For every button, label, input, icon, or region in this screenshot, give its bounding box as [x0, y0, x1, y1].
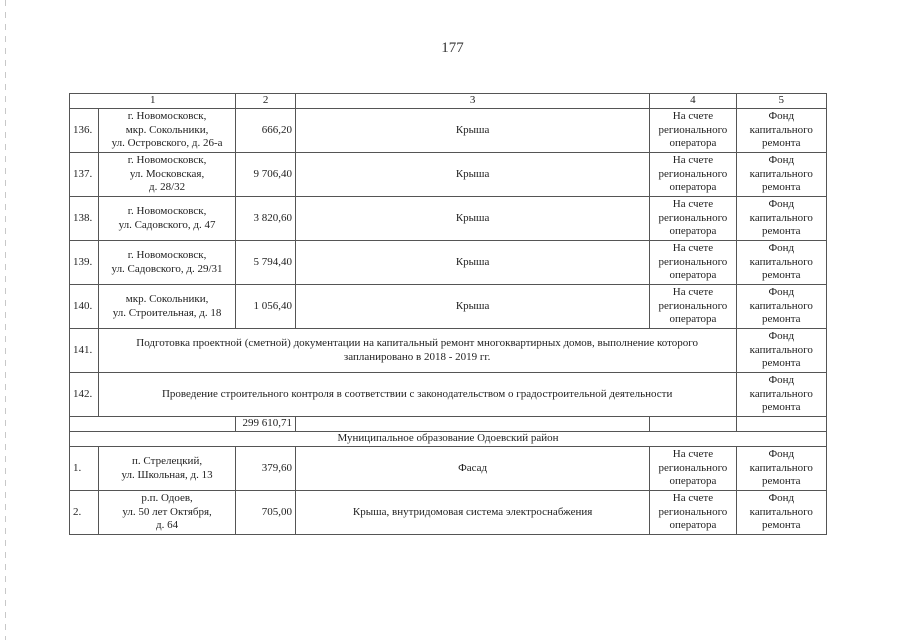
address-line: г. Новомосковск,: [127, 110, 207, 123]
address-line: г. Новомосковск,: [127, 205, 207, 217]
row-number: 142.: [70, 373, 99, 417]
address-line: ул. Строительная, д. 18: [112, 306, 222, 319]
address-cell: [98, 197, 236, 241]
table-row: [70, 491, 827, 535]
construction-control-text: Проведение строительного контроля в соответствии с законодательством о градостроительной деятельности: [98, 373, 736, 417]
funding-operator-cell: На счете регионального оператора: [650, 447, 736, 491]
area-cell: 5 794,40: [236, 241, 296, 285]
area-cell: 9 706,40: [236, 153, 296, 197]
header-col-2: 2: [236, 94, 296, 109]
repair-program-table: [69, 93, 827, 535]
work-type-cell: Крыша, внутридомовая система электроснабжения: [295, 491, 649, 535]
row-number: 140.: [70, 285, 99, 329]
table-row: [70, 197, 827, 241]
address-line: д. 28/32: [148, 181, 186, 194]
table-row: [70, 241, 827, 285]
fund-source-cell: Фонд капитального ремонта: [736, 153, 826, 197]
funding-operator-cell: На счете регионального оператора: [650, 241, 736, 285]
address-cell: [98, 285, 236, 329]
table-row: [70, 153, 827, 197]
funding-operator-cell: На счете регионального оператора: [650, 491, 736, 535]
area-cell: 3 820,60: [236, 197, 296, 241]
table-row: [70, 447, 827, 491]
funding-operator-cell: На счете регионального оператора: [650, 285, 736, 329]
work-type-cell: Фасад: [295, 447, 649, 491]
row-number: 139.: [70, 241, 99, 285]
empty-cell: [736, 417, 826, 432]
total-label-cell: [70, 417, 236, 432]
work-type-cell: Крыша: [295, 109, 649, 153]
district-header-row: [70, 432, 827, 447]
funding-operator-cell: На счете регионального оператора: [650, 197, 736, 241]
address-line: д. 64: [156, 519, 179, 532]
area-cell: 1 056,40: [236, 285, 296, 329]
fund-source-cell: Фонд капитального ремонта: [736, 329, 826, 373]
work-type-cell: Крыша: [295, 285, 649, 329]
row-number: 136.: [70, 109, 99, 153]
empty-cell: [650, 417, 736, 432]
table-row: [70, 285, 827, 329]
fund-source-cell: Фонд капитального ремонта: [736, 491, 826, 535]
design-documentation-text: Подготовка проектной (сметной) документации на капитальный ремонт многоквартирных домов, выполнение которого запланировано в 2018 - 2019 гг.: [98, 329, 736, 373]
page-number: 177: [441, 40, 464, 56]
fund-source-cell: Фонд капитального ремонта: [736, 447, 826, 491]
address-line: мкр. Сокольники,: [125, 123, 209, 136]
work-type-cell: Крыша: [295, 153, 649, 197]
address-line: ул. Школьная, д. 13: [121, 468, 213, 481]
address-cell: [98, 447, 236, 491]
address-line: р.п. Одоев,: [141, 492, 193, 505]
row-number: 138.: [70, 197, 99, 241]
address-line: г. Новомосковск,: [127, 154, 207, 167]
header-col-3: 3: [295, 94, 649, 109]
work-type-cell: Крыша: [295, 241, 649, 285]
fund-source-cell: Фонд капитального ремонта: [736, 285, 826, 329]
page-edge-marks: [5, 0, 6, 640]
fund-source-cell: Фонд капитального ремонта: [736, 197, 826, 241]
district-title: Муниципальное образование Одоевский район: [70, 432, 827, 447]
address-line: ул. 50 лет Октября,: [122, 505, 212, 518]
total-row: [70, 417, 827, 432]
work-type-cell: Крыша: [295, 197, 649, 241]
area-cell: 705,00: [236, 491, 296, 535]
area-cell: 666,20: [236, 109, 296, 153]
address-line: ул. Садовского, д. 29/31: [111, 262, 223, 275]
address-cell: [98, 241, 236, 285]
funding-operator-cell: На счете регионального оператора: [650, 109, 736, 153]
address-line: ул. Островского, д. 26-а: [111, 137, 223, 150]
address-cell: [98, 491, 236, 535]
address-line: п. Стрелецкий,: [132, 455, 203, 467]
table-row: [70, 373, 827, 417]
row-number: 141.: [70, 329, 99, 373]
row-number: 2.: [70, 491, 99, 535]
address-line: г. Новомосковск,: [127, 249, 207, 261]
fund-source-cell: Фонд капитального ремонта: [736, 373, 826, 417]
fund-source-cell: Фонд капитального ремонта: [736, 109, 826, 153]
area-cell: 379,60: [236, 447, 296, 491]
table-row: [70, 109, 827, 153]
funding-operator-cell: На счете регионального оператора: [650, 153, 736, 197]
address-line: ул. Садовского, д. 47: [118, 218, 216, 231]
address-line: мкр. Сокольники,: [125, 293, 209, 305]
empty-cell: [295, 417, 649, 432]
header-col-1: 1: [70, 94, 236, 109]
row-number: 1.: [70, 447, 99, 491]
header-col-5: 5: [736, 94, 826, 109]
total-area: 299 610,71: [236, 417, 296, 432]
header-row: [70, 94, 827, 109]
address-cell: [98, 153, 236, 197]
address-line: ул. Московская,: [129, 167, 205, 180]
address-cell: [98, 109, 236, 153]
header-col-4: 4: [650, 94, 736, 109]
row-number: 137.: [70, 153, 99, 197]
table-row: [70, 329, 827, 373]
fund-source-cell: Фонд капитального ремонта: [736, 241, 826, 285]
